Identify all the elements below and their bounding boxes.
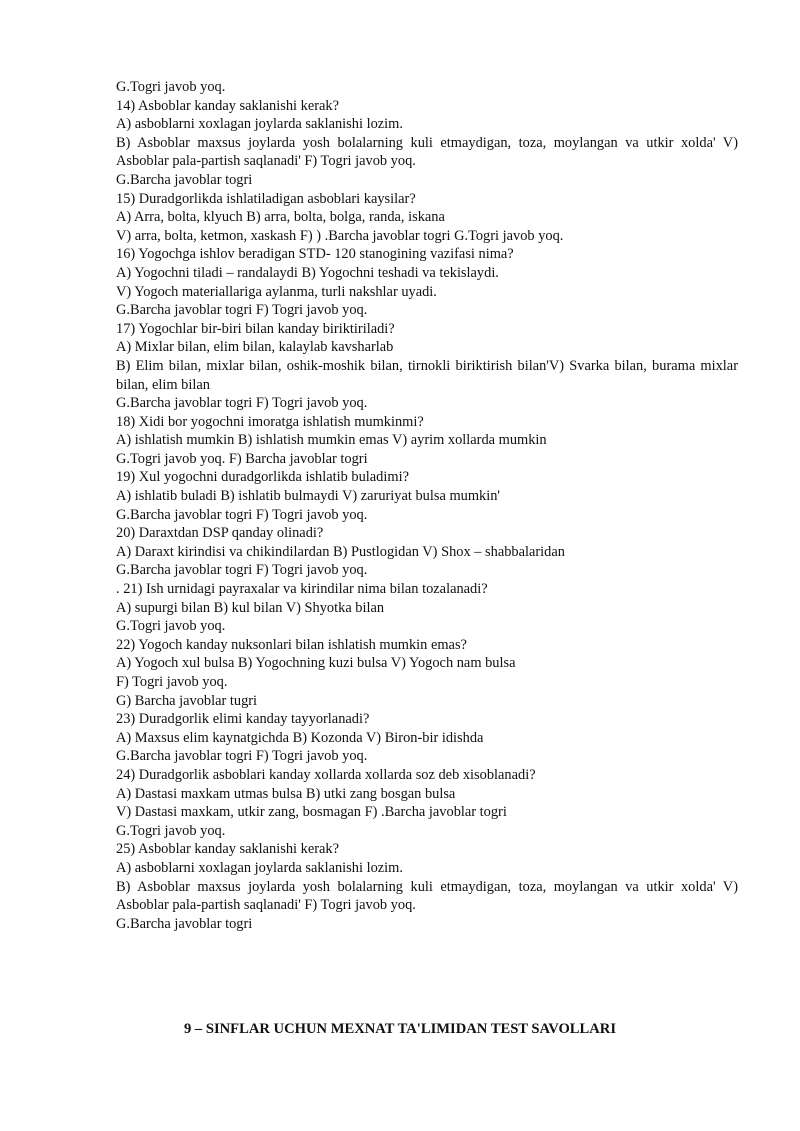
text-line: 18) Xidi bor yogochni imoratga ishlatish mumkinmi? [116,413,424,430]
text-line: B) Elim bilan, mixlar bilan, oshik-moshik bilan, tirnokli biriktirish bilan'V) Svarka bilan, burama mixlar bilan, elim bilan [116,357,738,393]
text-line: 25) Asboblar kanday saklanishi kerak? [116,841,339,858]
text-line: 23) Duradgorlik elimi kanday tayyorlanadi? [116,711,370,728]
text-line: V) Yogoch materiallariga aylanma, turli nakshlar uyadi. [116,283,437,300]
text-line: A) Yogochni tiladi – randalaydi B) Yogochni teshadi va tekislaydi. [116,264,499,281]
text-line: A) asboblarni xoxlagan joylarda saklanishi lozim. [116,859,403,876]
text-line: A) Mixlar bilan, elim bilan, kalaylab kavsharlab [116,339,394,356]
text-line: 17) Yogochlar bir-biri bilan kanday biriktiriladi? [116,320,395,337]
text-line: G.Barcha javoblar togri F) Togri javob yoq. [116,748,368,765]
text-line: G.Togri javob yoq. [116,822,226,839]
text-line: 24) Duradgorlik asboblari kanday xollarda xollarda soz deb xisoblanadi? [116,766,536,783]
text-line: 16) Yogochga ishlov beradigan STD- 120 stanogining vazifasi nima? [116,246,514,263]
text-line: V) arra, bolta, ketmon, xaskash F) ) .Barcha javoblar togri G.Togri javob yoq. [116,227,564,244]
text-line: G.Barcha javoblar togri F) Togri javob yoq. [116,395,368,412]
text-line: G.Togri javob yoq. [116,618,226,635]
text-line: A) Arra, bolta, klyuch B) arra, bolta, bolga, randa, iskana [116,209,445,226]
text-line: B) Asboblar maxsus joylarda yosh bolalarning kuli etmaydigan, toza, moylangan va utkir xolda' V) Asboblar pala-partish saqlanadi' F) Togri javob yoq. [116,134,738,170]
text-line: G.Barcha javoblar togri F) Togri javob yoq. [116,562,368,579]
text-line: G.Barcha javoblar togri F) Togri javob yoq. [116,506,368,523]
text-line: A) ishlatish mumkin B) ishlatish mumkin emas V) ayrim xollarda mumkin [116,432,547,449]
text-line: G) Barcha javoblar tugri [116,692,258,709]
test-questions-text [116,78,738,933]
text-line: 15) Duradgorlikda ishlatiladigan asboblari kaysilar? [116,190,416,207]
text-line: A) Maxsus elim kaynatgichda B) Kozonda V) Biron-bir idishda [116,729,484,746]
text-line: 22) Yogoch kanday nuksonlari bilan ishlatish mumkin emas? [116,636,467,653]
text-line: G.Barcha javoblar togri F) Togri javob yoq. [116,302,368,319]
text-line: F) Togri javob yoq. [116,674,228,690]
text-line: A) Dastasi maxkam utmas bulsa B) utki zang bosgan bulsa [116,785,456,802]
text-line: V) Dastasi maxkam, utkir zang, bosmagan F) .Barcha javoblar togri [116,804,507,821]
text-line: A) ishlatib buladi B) ishlatib bulmaydi V) zaruriyat bulsa mumkin' [116,488,501,505]
text-line: G.Togri javob yoq. [116,79,226,95]
text-line: 19) Xul yogochni duradgorlikda ishlatib buladimi? [116,469,409,486]
text-line: A) Yogoch xul bulsa B) Yogochning kuzi bulsa V) Yogoch nam bulsa [116,655,516,672]
text-line: A) supurgi bilan B) kul bilan V) Shyotka bilan [116,599,385,616]
text-line: G.Togri javob yoq. F) Barcha javoblar togri [116,450,368,467]
text-line: 20) Daraxtdan DSP qanday olinadi? [116,525,324,542]
text-line: G.Barcha javoblar togri [116,915,253,932]
text-line: A) asboblarni xoxlagan joylarda saklanishi lozim. [116,116,403,133]
section-heading: 9 – SINFLAR UCHUN MEXNAT TA'LIMIDAN TEST SAVOLLARI [183,1021,617,1037]
text-line: A) Daraxt kirindisi va chikindilardan B) Pustlogidan V) Shox – shabbalaridan [116,543,565,560]
text-line: . 21) Ish urnidagi payraxalar va kirindilar nima bilan tozalanadi? [116,581,488,598]
text-line: G.Barcha javoblar togri [116,171,253,188]
text-line: 14) Asboblar kanday saklanishi kerak? [116,97,339,114]
text-line: B) Asboblar maxsus joylarda yosh bolalarning kuli etmaydigan, toza, moylangan va utkir xolda' V) Asboblar pala-partish saqlanadi' F) Togri javob yoq. [116,878,738,914]
